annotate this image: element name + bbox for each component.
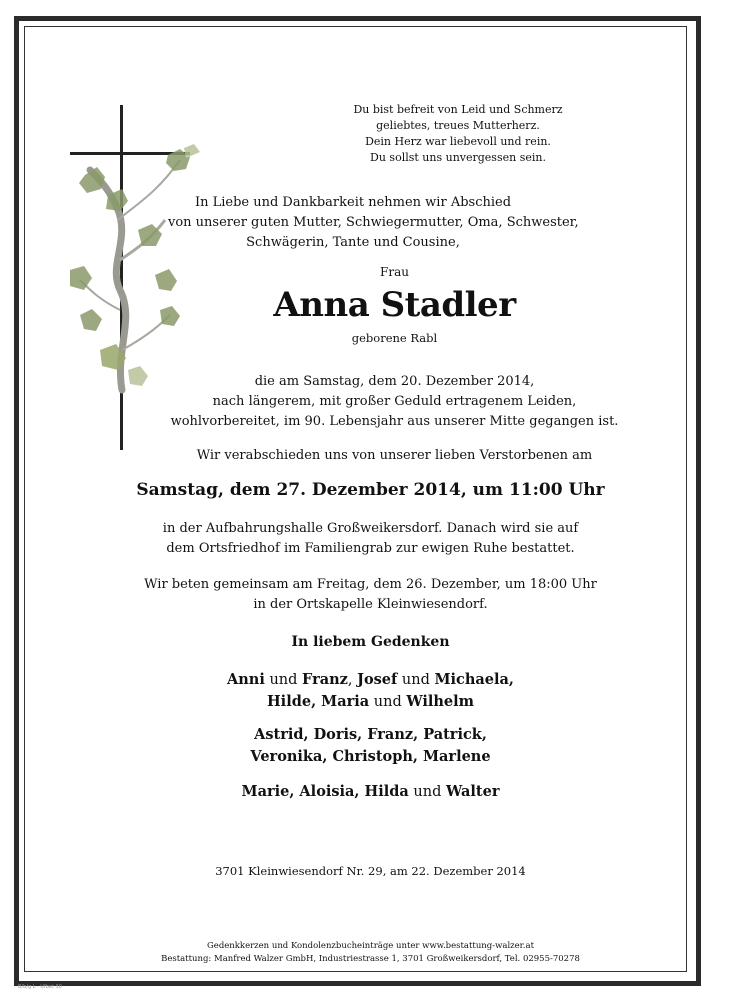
family-member: Hilde, Maria	[266, 693, 370, 710]
hall-text	[6, 519, 729, 559]
family-member: Astrid, Doris, Franz, Patrick,	[254, 726, 487, 743]
family-member: Josef	[357, 671, 398, 688]
in-memory-heading: In liebem Gedenken	[291, 634, 450, 650]
footer-line: Bestattung: Manfred Walzer GmbH, Industriestrasse 1, 3701 Großweikersdorf, Tel. 02955-70278	[161, 954, 580, 964]
deceased-name: Anna Stadler	[273, 285, 516, 325]
poem-line: Du sollst uns unvergessen sein.	[370, 151, 546, 164]
intro-line: von unserer guten Mutter, Schwiegermutter, Oma, Schwester,	[168, 215, 579, 230]
conjunction: und	[408, 784, 446, 800]
poem	[318, 102, 598, 166]
intro-line: Schwägerin, Tante und Cousine,	[246, 235, 460, 250]
family-member: Franz	[302, 671, 348, 688]
family-member: Marie, Aloisia, Hilda	[241, 783, 409, 800]
ceremony-date: Samstag, dem 27. Dezember 2014, um 11:00 Uhr	[136, 480, 605, 500]
prayer-line: in der Ortskapelle Kleinwiesendorf.	[253, 597, 488, 612]
conjunction: und	[369, 694, 407, 710]
poem-line: Du bist befreit von Leid und Schmerz	[353, 103, 563, 116]
prayer-text	[6, 575, 729, 615]
print-code: B/b/g L · Ufbet 30	[18, 984, 62, 990]
hall-line: dem Ortsfriedhof im Familiengrab zur ewigen Ruhe bestattet.	[166, 541, 575, 556]
family-member: Wilhelm	[406, 693, 475, 710]
hall-line: in der Aufbahrungshalle Großweikersdorf. Danach wird sie auf	[162, 521, 579, 536]
separator: ,	[347, 672, 358, 688]
place-date: 3701 Kleinwiesendorf Nr. 29, am 22. Dezember 2014	[215, 864, 526, 878]
prayer-line: Wir beten gemeinsam am Freitag, dem 26. Dezember, um 18:00 Uhr	[144, 577, 597, 592]
family-siblings	[6, 781, 729, 803]
conjunction: und	[264, 672, 303, 688]
birth-name: geborene Rabl	[351, 331, 438, 345]
death-line: nach längerem, mit großer Geduld ertragenem Leiden,	[212, 394, 577, 409]
death-line: wohlvorbereitet, im 90. Lebensjahr aus unserer Mitte gegangen ist.	[170, 414, 619, 429]
family-line	[6, 746, 729, 768]
footer-line: Gedenkkerzen und Kondolenzbucheinträge unter www.bestattung-walzer.at	[207, 941, 534, 951]
conjunction: und	[397, 672, 435, 688]
salutation: Frau	[380, 265, 409, 279]
family-grandchildren	[6, 724, 729, 768]
leaf	[184, 144, 200, 158]
farewell-text: Wir verabschieden uns von unserer lieben Verstorbenen am	[196, 448, 593, 463]
leaf	[79, 167, 105, 193]
family-member: Veronika, Christoph, Marlene	[250, 748, 491, 765]
family-line	[6, 781, 729, 803]
family-member: Anni	[227, 671, 265, 688]
family-member: Michaela,	[434, 671, 514, 688]
intro-line: In Liebe und Dankbarkeit nehmen wir Abschied	[194, 195, 512, 210]
intro-text	[168, 193, 579, 253]
family-member: Walter	[445, 783, 500, 800]
death-notice	[30, 372, 729, 432]
death-line: die am Samstag, dem 20. Dezember 2014,	[254, 374, 535, 389]
family-line	[6, 691, 729, 713]
family-line	[6, 724, 729, 746]
footer	[6, 940, 729, 966]
poem-line: geliebtes, treues Mutterherz.	[376, 119, 540, 132]
family-children	[6, 669, 729, 713]
poem-line: Dein Herz war liebevoll und rein.	[365, 135, 551, 148]
family-line	[6, 669, 729, 691]
